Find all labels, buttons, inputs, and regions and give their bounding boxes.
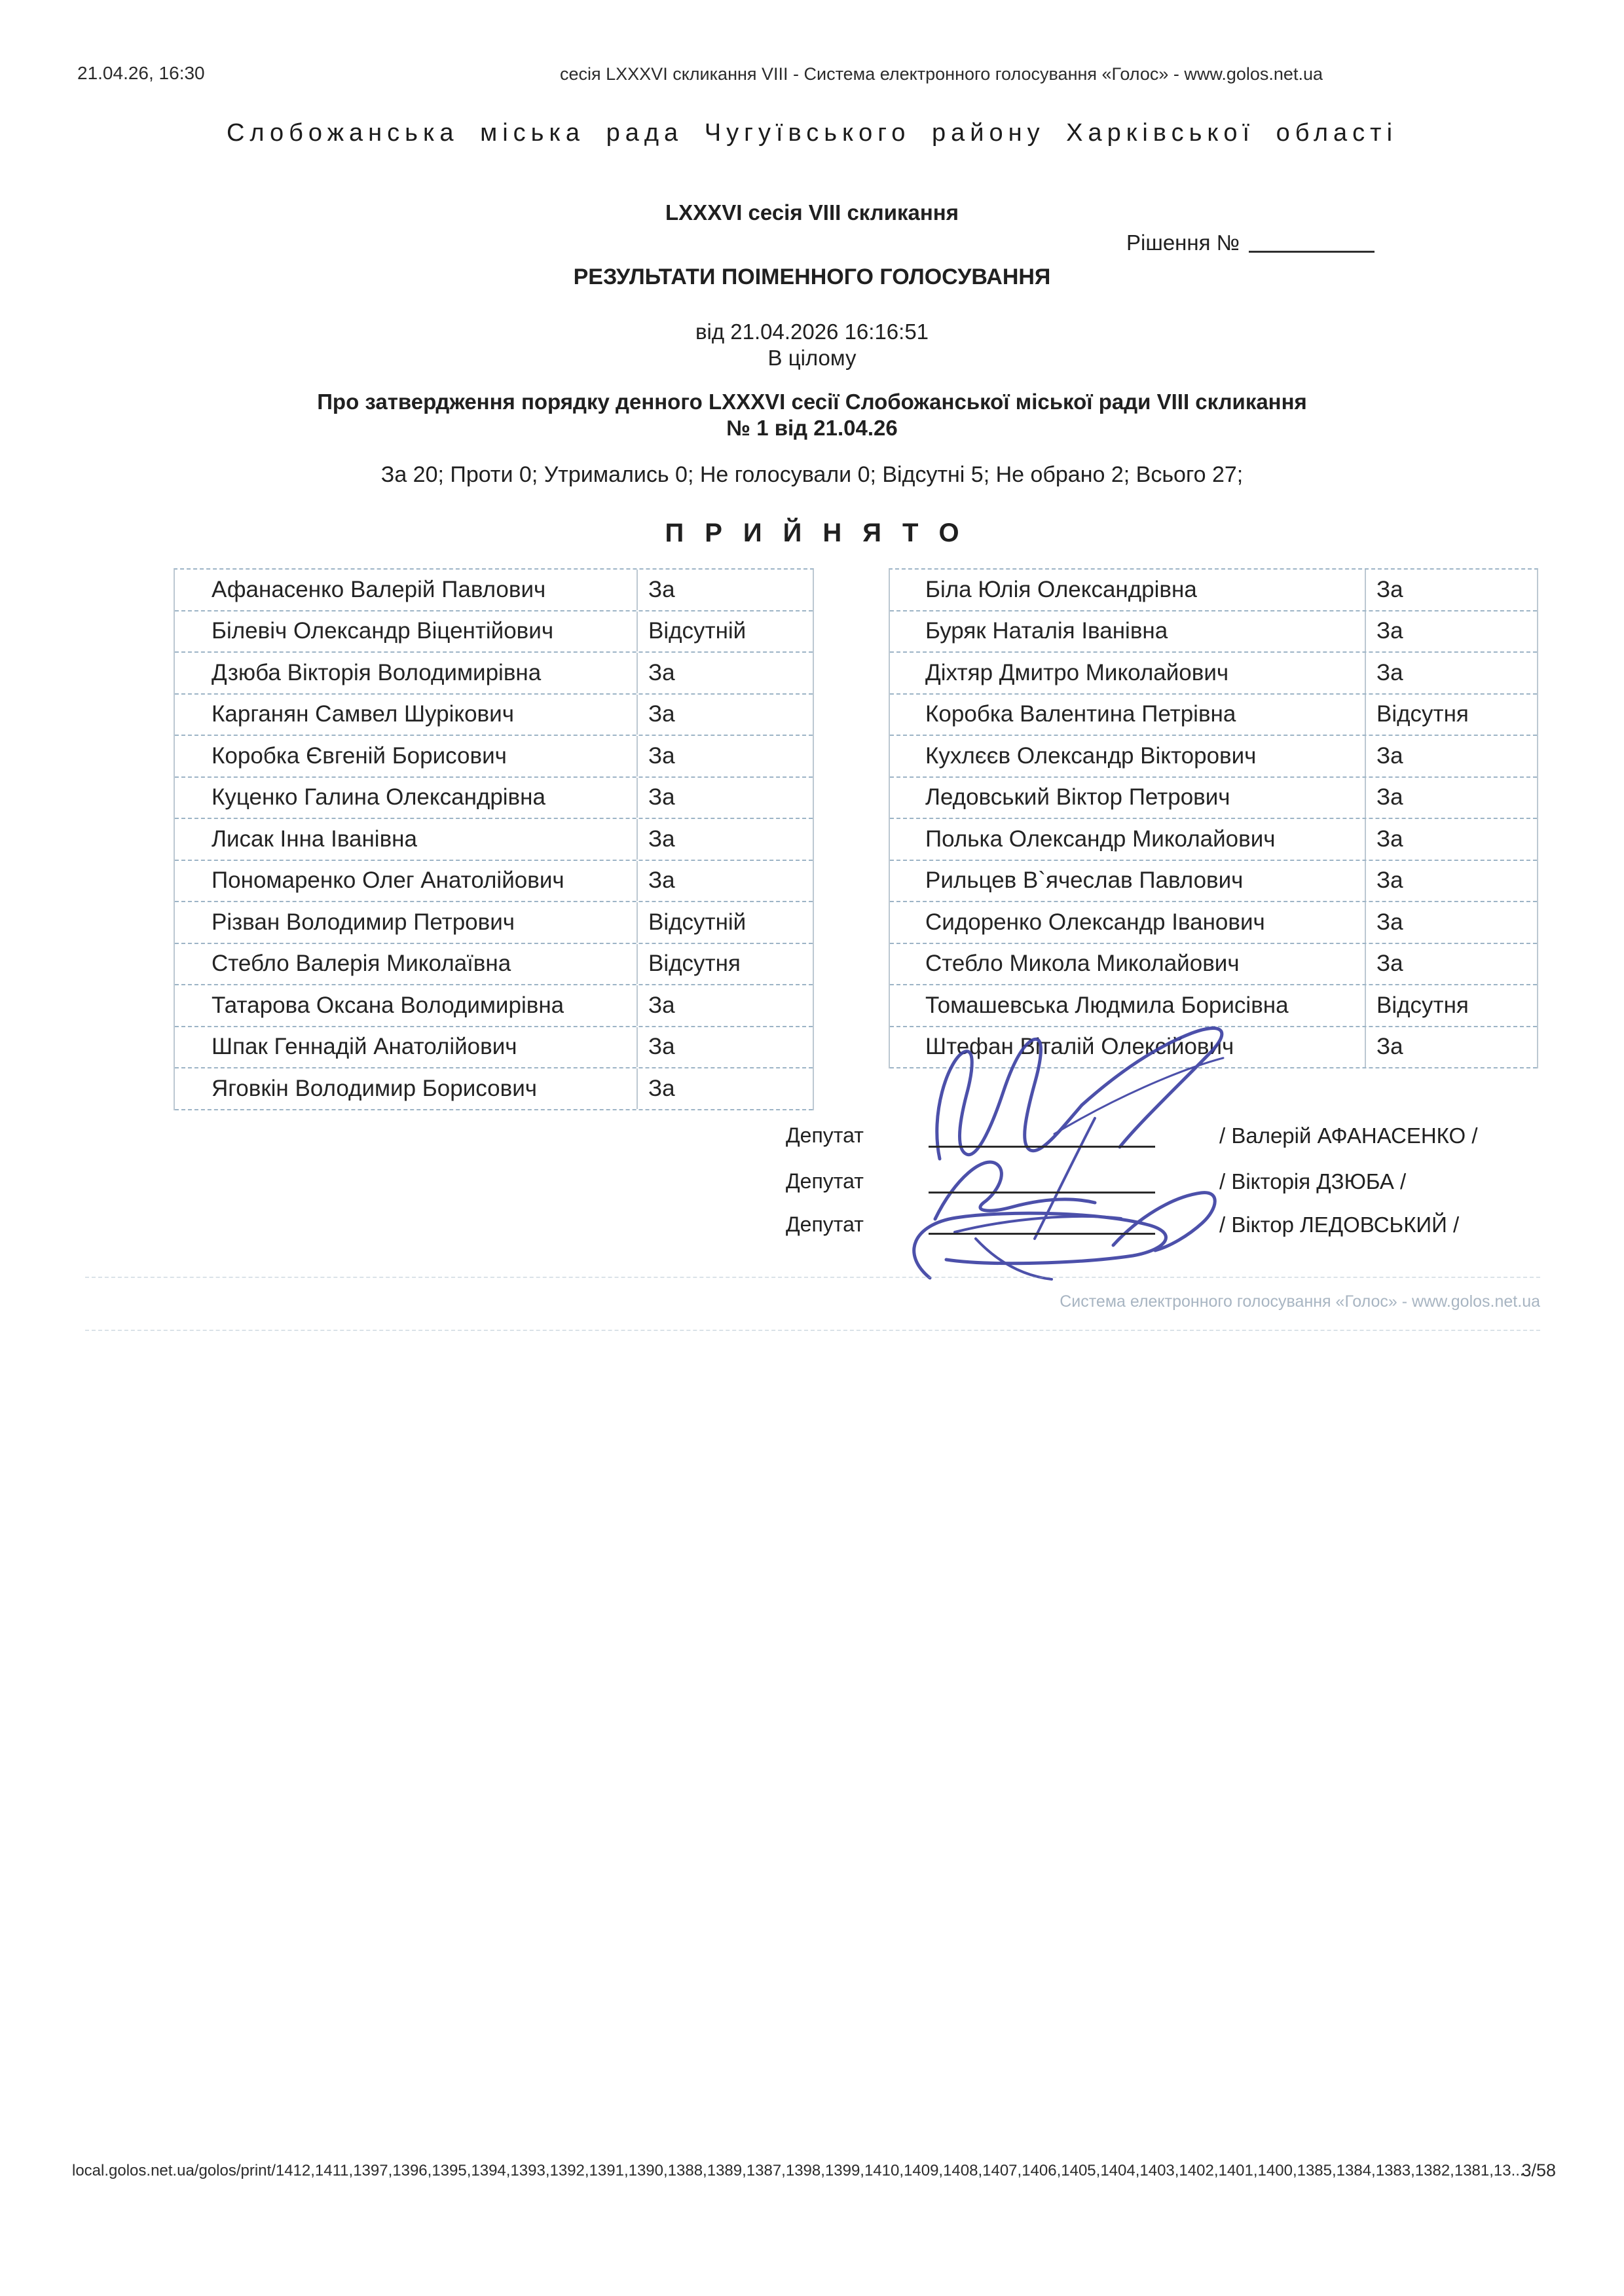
vote-row: [890, 819, 1537, 861]
deputy-vote: За: [648, 701, 675, 727]
deputy-name: Дзюба Вікторія Володимирівна: [175, 653, 638, 693]
deputy-name: Пономаренко Олег Анатолійович: [175, 861, 638, 902]
vote-table-left: [174, 568, 814, 1110]
deputy-vote: За: [648, 784, 675, 811]
vote-row: [175, 611, 813, 653]
deputy-vote: За: [1376, 951, 1403, 977]
vote-row: [175, 902, 813, 944]
signature-line: [929, 1233, 1155, 1235]
deputy-vote: Відсутня: [1376, 992, 1469, 1018]
vote-datetime: від 21.04.2026 16:16:51: [695, 319, 929, 344]
deputy-name: Коробка Валентина Петрівна: [890, 695, 1366, 735]
deputy-name: Сидоренко Олександр Іванович: [890, 902, 1366, 943]
deputy-name: Куценко Галина Олександрівна: [175, 778, 638, 818]
print-header-datetime: 21.04.26, 16:30: [77, 63, 205, 83]
vote-row: [175, 736, 813, 778]
print-footer-url: local.golos.net.ua/golos/print/1412,1411,1397,1396,1395,1394,1393,1392,1391,1390,1388,1389,1387,1398,1399,1410,1409,1408,1407,1406,1405,1404,1403,1402,1401,1400,1385,1384,1383,1382,1381,13...: [72, 2162, 1524, 2179]
vote-row: [890, 985, 1537, 1027]
deputy-vote: За: [648, 742, 675, 769]
deputy-name: Рильцев В`ячеслав Павлович: [890, 861, 1366, 902]
vote-row: [175, 653, 813, 695]
deputy-name: Лисак Інна Іванівна: [175, 819, 638, 860]
decision-number-label: Рішення №: [1126, 230, 1240, 255]
deputy-vote: За: [1376, 618, 1403, 644]
vote-row: [890, 611, 1537, 653]
deputy-name: Стебло Микола Миколайович: [890, 944, 1366, 985]
system-watermark: Система електронного голосування «Голос» - www.golos.net.ua: [1060, 1292, 1540, 1311]
deputy-name: Кухлєєв Олександр Вікторович: [890, 736, 1366, 776]
deputy-vote: За: [1376, 742, 1403, 769]
handwritten-signature: [838, 1021, 1297, 1283]
signatory-name: / Віктор ЛЕДОВСЬКИЙ /: [1219, 1212, 1460, 1237]
deputy-name: Різван Володимир Петрович: [175, 902, 638, 943]
deputy-name: Стебло Валерія Миколаївна: [175, 944, 638, 985]
vote-row: [175, 695, 813, 737]
vote-row: [175, 778, 813, 820]
vote-table-right: [889, 568, 1538, 1068]
vote-row: [890, 695, 1537, 737]
vote-subject-line1: Про затвердження порядку денного LXXXVI сесії Слобожанської міської ради VIII скликання: [317, 390, 1307, 414]
deputy-vote: За: [648, 992, 675, 1018]
deputy-name: Полька Олександр Миколайович: [890, 819, 1366, 860]
vote-row: [890, 861, 1537, 903]
deputy-vote: За: [648, 659, 675, 685]
deputy-name: Татарова Оксана Володимирівна: [175, 985, 638, 1026]
deputy-vote: За: [1376, 826, 1403, 852]
deputy-name: Штефан Віталій Олексійович: [890, 1027, 1366, 1068]
deputy-name: Коробка Євгеній Борисович: [175, 736, 638, 776]
deputy-vote: За: [648, 1075, 675, 1101]
vote-row: [175, 819, 813, 861]
deputy-name: Ледовський Віктор Петрович: [890, 778, 1366, 818]
vote-row: [890, 570, 1537, 611]
deputy-vote: Відсутній: [648, 909, 747, 935]
print-header-title: сесія LXXXVI скликання VIII - Система електронного голосування «Голос» - www.golos.net.ua: [560, 64, 1323, 84]
session-line: LXXXVI сесія VIII скликання: [665, 200, 959, 225]
signature-role-label: Депутат: [786, 1169, 864, 1193]
decision-number-blank: [1249, 251, 1375, 253]
signatory-name: / Вікторія ДЗЮБА /: [1219, 1169, 1407, 1194]
deputy-name: Карганян Самвел Шурікович: [175, 695, 638, 735]
deputy-vote: За: [648, 826, 675, 852]
scan-artifact-line: [85, 1277, 1540, 1278]
deputy-name: Шпак Геннадій Анатолійович: [175, 1027, 638, 1068]
scan-artifact-line: [85, 1330, 1540, 1331]
vote-row: [175, 1027, 813, 1069]
deputy-vote: За: [1376, 867, 1403, 894]
vote-row: [890, 944, 1537, 986]
signatory-name: / Валерій АФАНАСЕНКО /: [1219, 1123, 1478, 1148]
deputy-vote: За: [1376, 576, 1403, 602]
vote-row: [175, 985, 813, 1027]
vote-row: [175, 570, 813, 611]
deputy-vote: За: [1376, 1034, 1403, 1060]
deputy-vote: За: [1376, 909, 1403, 935]
vote-row: [175, 1068, 813, 1110]
vote-summary: За 20; Проти 0; Утримались 0; Не голосували 0; Відсутні 5; Не обрано 2; Всього 27;: [380, 462, 1244, 487]
vote-row: [175, 944, 813, 986]
vote-row: [890, 736, 1537, 778]
deputy-vote: Відсутній: [648, 618, 747, 644]
results-title: РЕЗУЛЬТАТИ ПОІМЕННОГО ГОЛОСУВАННЯ: [573, 264, 1051, 289]
deputy-vote: За: [648, 867, 675, 894]
deputy-name: Буряк Наталія Іванівна: [890, 611, 1366, 652]
vote-subject-line2: № 1 від 21.04.26: [726, 416, 898, 440]
deputy-vote: За: [648, 1034, 675, 1060]
vote-row: [175, 861, 813, 903]
council-title: Слобожанська міська рада Чугуївського району Харківської області: [226, 119, 1398, 147]
vote-scope: В цілому: [767, 346, 857, 370]
deputy-vote: За: [648, 576, 675, 602]
deputy-vote: Відсутня: [648, 951, 741, 977]
deputy-vote: За: [1376, 659, 1403, 685]
vote-row: [890, 653, 1537, 695]
signature-line: [929, 1146, 1155, 1148]
deputy-vote: За: [1376, 784, 1403, 811]
print-footer-page-number: 3/58: [1521, 2160, 1556, 2180]
deputy-name: Яговкін Володимир Борисович: [175, 1068, 638, 1109]
vote-subject: [0, 389, 1624, 441]
vote-row: [890, 902, 1537, 944]
signature-role-label: Депутат: [786, 1123, 864, 1147]
deputy-name: Білевіч Олександр Віцентійович: [175, 611, 638, 652]
deputy-vote: Відсутня: [1376, 701, 1469, 727]
deputy-name: Томашевська Людмила Борисівна: [890, 985, 1366, 1026]
deputy-name: Афанасенко Валерій Павлович: [175, 570, 638, 610]
signature-line: [929, 1192, 1155, 1194]
deputy-name: Біла Юлія Олександрівна: [890, 570, 1366, 610]
vote-row: [890, 778, 1537, 820]
signature-role-label: Депутат: [786, 1212, 864, 1236]
deputy-name: Діхтяр Дмитро Миколайович: [890, 653, 1366, 693]
vote-outcome: ПРИЙНЯТО: [665, 519, 980, 547]
decision-number-line: [1126, 230, 1375, 255]
